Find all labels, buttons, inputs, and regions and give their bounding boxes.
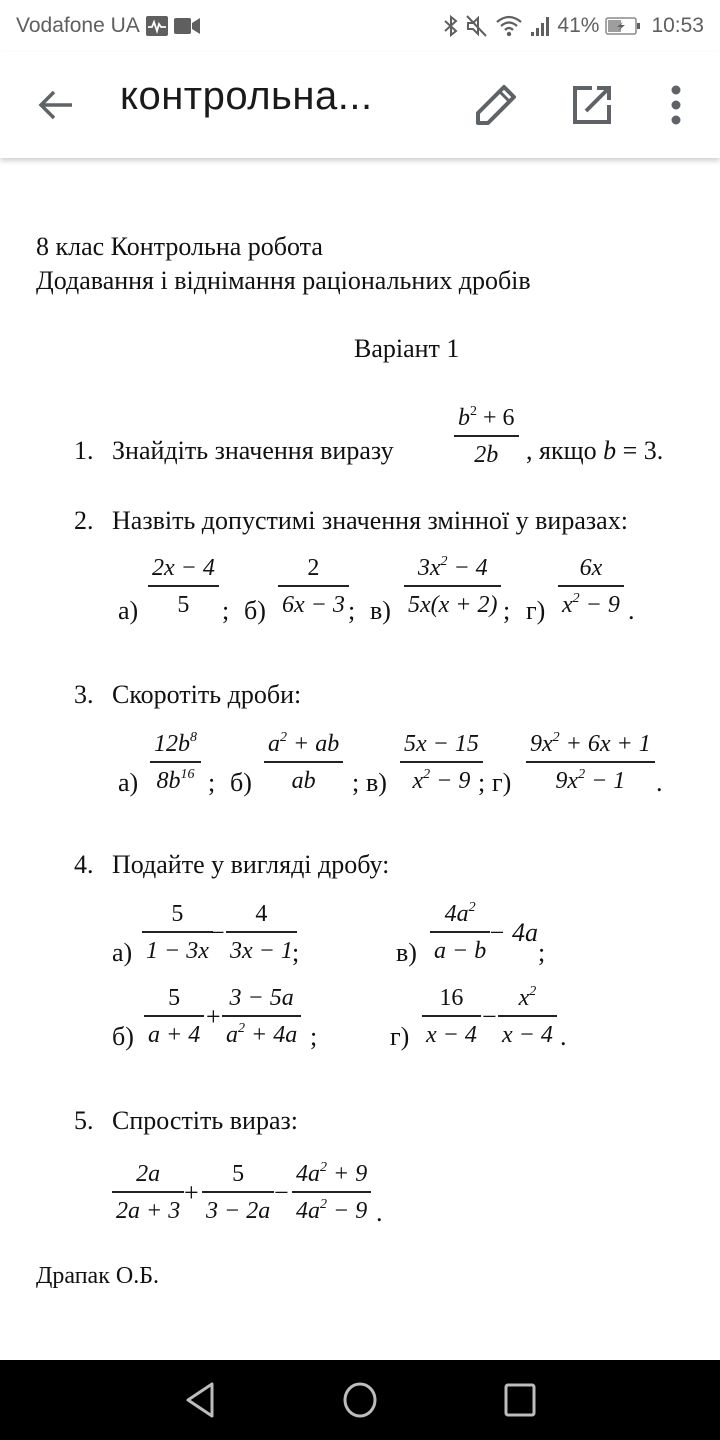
more-options-button[interactable] [660, 83, 692, 127]
bluetooth-icon [443, 14, 459, 38]
fraction: $3x^2 - 4$ 5x(x + 2) [404, 556, 501, 617]
operator: − [210, 918, 225, 947]
app-bar [0, 52, 720, 158]
fraction: $4a^2$ a − b [430, 902, 490, 963]
clock: 10:53 [651, 14, 704, 37]
fraction: 5 1 − 3x [142, 902, 213, 963]
home-circle-icon [340, 1380, 380, 1420]
nav-home-button[interactable] [340, 1380, 380, 1420]
item-label: г) [390, 1022, 410, 1051]
video-icon [174, 17, 200, 35]
more-vert-icon [660, 83, 692, 127]
heading-topic: Додавання і віднімання раціональних дробів [36, 266, 531, 295]
document-title: контрольна... [120, 74, 373, 118]
fraction: 5x − 15 $x^2 - 9$ [400, 732, 483, 793]
fraction: 2 6x − 3 [278, 556, 349, 617]
back-button[interactable] [36, 85, 76, 125]
separator: ; [348, 596, 356, 625]
fraction: 5 3 − 2a [202, 1162, 274, 1223]
edit-icon [474, 83, 518, 127]
task-number: 1. [74, 436, 94, 465]
system-nav-bar [0, 1360, 720, 1440]
heading-class: 8 клас Контрольна робота [36, 232, 323, 261]
operator: + [206, 1002, 221, 1031]
task-text: Спростіть вираз: [112, 1106, 298, 1135]
fraction: 4 3x − 1 [226, 902, 297, 963]
variant-title: Варіант 1 [354, 334, 460, 363]
fraction: $b^2 + 6$ 2b [454, 406, 519, 467]
separator: ; [478, 768, 486, 797]
mute-icon [465, 14, 489, 38]
carrier-name: Vodafone UA [16, 14, 140, 37]
item-label: в) [366, 768, 387, 797]
arrow-left-icon [36, 85, 76, 125]
item-label: г) [492, 768, 512, 797]
item-label: в) [396, 938, 417, 967]
task-number: 2. [74, 506, 94, 535]
item-label: б) [230, 768, 252, 797]
fraction: $9x^2 + 6x + 1$ $9x^2 - 1$ [526, 732, 655, 793]
item-label: а) [112, 938, 133, 967]
document-page [0, 158, 720, 1360]
battery-charging-icon [605, 16, 641, 36]
separator: . [656, 768, 663, 797]
fraction: $4a^2 + 9$ $4a^2 - 9$ [292, 1162, 371, 1223]
task-text: Назвіть допустимі значення змінної у виразах: [112, 506, 628, 535]
signal-icon [529, 15, 551, 37]
separator: ; [538, 938, 546, 967]
separator: ; [503, 596, 511, 625]
edit-button[interactable] [474, 83, 518, 127]
operator: + [184, 1178, 199, 1207]
item-label: г) [526, 596, 546, 625]
task-text: Подайте у вигляді дробу: [112, 850, 390, 879]
nav-back-button[interactable] [182, 1380, 222, 1420]
fraction: 16 x − 4 [422, 986, 481, 1047]
separator: ; [208, 768, 216, 797]
open-external-button[interactable] [570, 83, 614, 127]
fraction: $12b^8$ $8b^{16}$ [150, 732, 201, 793]
nav-recents-button[interactable] [500, 1380, 540, 1420]
wifi-icon [495, 14, 523, 38]
task-number: 3. [74, 680, 94, 709]
fraction: 2x − 4 5 [148, 556, 219, 617]
task-text: Скоротіть дроби: [112, 680, 302, 709]
operator: − [274, 1178, 289, 1207]
task-condition: , якщо b = 3. [526, 436, 664, 465]
separator: ; [352, 768, 360, 797]
item-label: б) [244, 596, 266, 625]
separator: ; [292, 938, 300, 967]
fraction: 5 a + 4 [144, 986, 204, 1047]
separator: . [376, 1198, 383, 1227]
operator: − [482, 1002, 497, 1031]
item-label: а) [118, 768, 139, 797]
separator: ; [222, 596, 230, 625]
fraction: 6x $x^2 - 9$ [558, 556, 624, 617]
recents-square-icon [500, 1380, 540, 1420]
task-number: 4. [74, 850, 94, 879]
item-label: в) [370, 596, 391, 625]
separator: . [628, 596, 635, 625]
fraction: 2a 2a + 3 [112, 1162, 184, 1223]
item-label: б) [112, 1022, 134, 1051]
battery-percent: 41% [557, 14, 600, 37]
fraction: 3 − 5a $a^2 + 4a$ [222, 986, 301, 1047]
operator: − 4a [488, 918, 539, 947]
status-bar [0, 0, 720, 52]
activity-icon [146, 16, 168, 36]
separator: ; [310, 1022, 318, 1051]
item-label: а) [118, 596, 139, 625]
task-number: 5. [74, 1106, 94, 1135]
separator: . [560, 1022, 567, 1051]
fraction: $x^2$ x − 4 [498, 986, 557, 1047]
author-name: Драпак О.Б. [36, 1263, 159, 1289]
back-triangle-icon [182, 1380, 222, 1420]
open-external-icon [570, 83, 614, 127]
fraction: $a^2$ + ab ab [264, 732, 343, 793]
task-text: Знайдіть значення виразу [112, 436, 394, 465]
